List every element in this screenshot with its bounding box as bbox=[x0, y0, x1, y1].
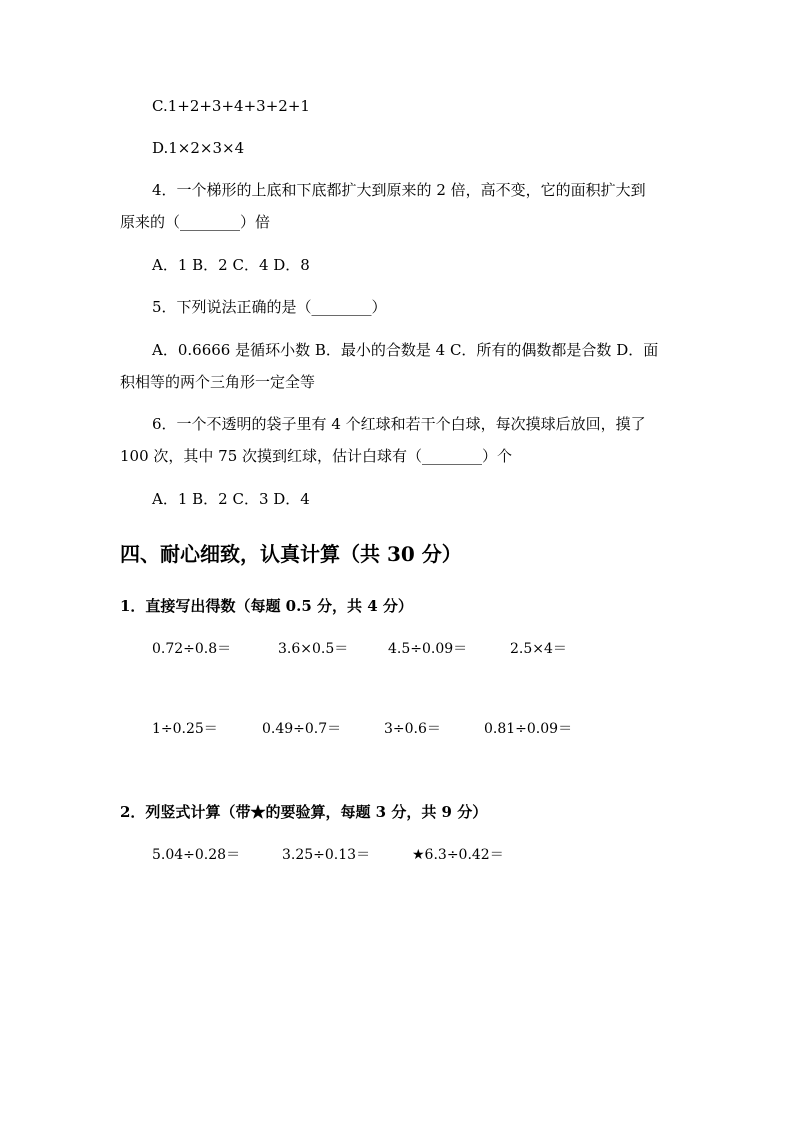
calc-item: 3÷0.6＝ bbox=[384, 721, 441, 737]
question-4-options: A．1 B．2 C．4 D．8 bbox=[152, 256, 310, 274]
question-4-line-2: 原来的（________）倍 bbox=[120, 213, 271, 231]
calc-item: 3.6×0.5＝ bbox=[278, 641, 349, 657]
calc-item: 0.81÷0.09＝ bbox=[484, 721, 573, 737]
question-6-line-1: 6．一个不透明的袋子里有 4 个红球和若干个白球，每次摸球后放回，摸了 bbox=[152, 415, 646, 433]
calc-item: 3.25÷0.13＝ bbox=[282, 847, 371, 863]
calc-item: 2.5×4＝ bbox=[510, 641, 567, 657]
part-1-title: 1．直接写出得数（每题 0.5 分，共 4 分） bbox=[120, 597, 413, 615]
question-5-options-line-1: A．0.6666 是循环小数 B．最小的合数是 4 C．所有的偶数都是合数 D．面 bbox=[152, 341, 659, 359]
question-5-options-line-2: 积相等的两个三角形一定全等 bbox=[120, 373, 316, 391]
question-6-line-2: 100 次，其中 75 次摸到红球，估计白球有（________）个 bbox=[120, 447, 513, 465]
question-4-line-1: 4．一个梯形的上底和下底都扩大到原来的 2 倍，高不变，它的面积扩大到 bbox=[152, 181, 646, 199]
section-4-title: 四、耐心细致，认真计算（共 30 分） bbox=[120, 542, 462, 566]
calc-item: 0.72÷0.8＝ bbox=[152, 641, 232, 657]
calc-item: ★6.3÷0.42＝ bbox=[412, 847, 504, 863]
option-d-text: D.1×2×3×4 bbox=[152, 139, 245, 157]
part-2-title: 2．列竖式计算（带★的要验算，每题 3 分，共 9 分） bbox=[120, 803, 488, 821]
calc-item: 1÷0.25＝ bbox=[152, 721, 218, 737]
option-c-text: C.1+2+3+4+3+2+1 bbox=[152, 97, 310, 115]
question-5-stem: 5．下列说法正确的是（________） bbox=[152, 298, 387, 316]
calc-item: 4.5÷0.09＝ bbox=[388, 641, 468, 657]
calc-item: 0.49÷0.7＝ bbox=[262, 721, 342, 737]
calc-item: 5.04÷0.28＝ bbox=[152, 847, 241, 863]
question-6-options: A．1 B．2 C．3 D．4 bbox=[152, 490, 310, 508]
